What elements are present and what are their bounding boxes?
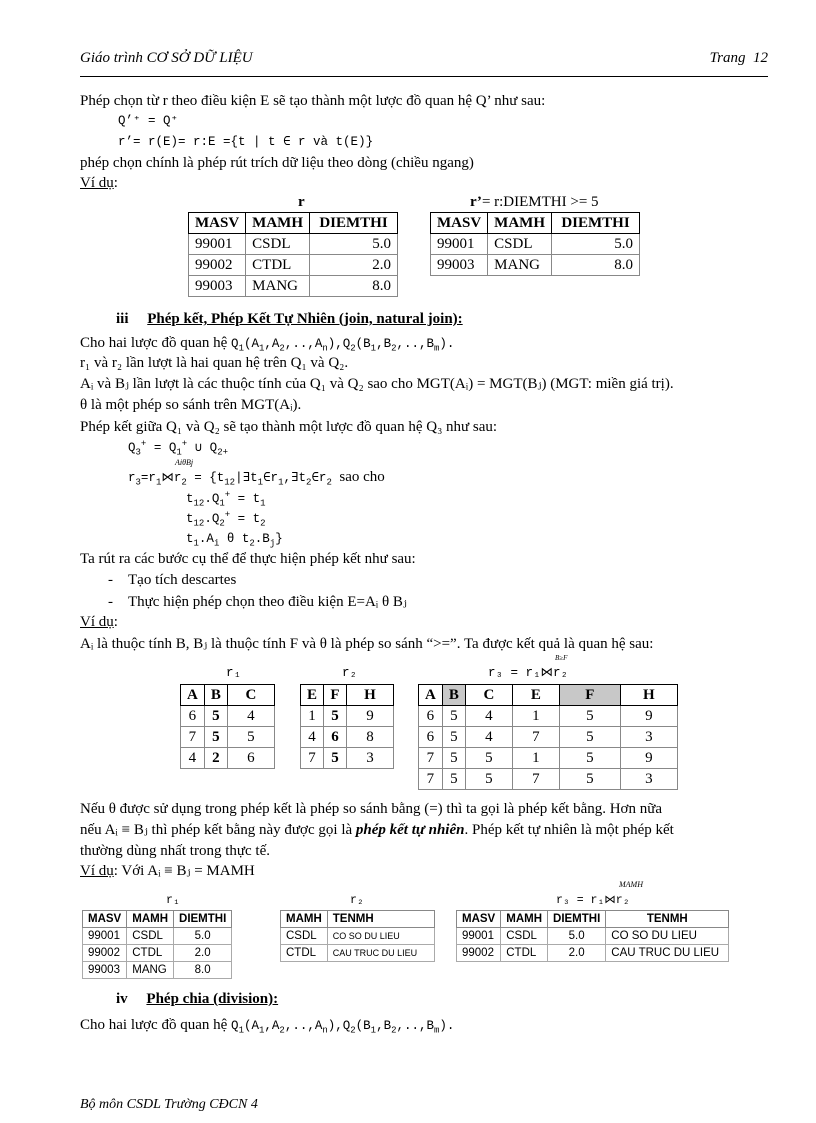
table-row: 99003 MANG 8.0	[83, 962, 232, 979]
table-r3-caption: r₃ = r₁⋈r₂	[488, 666, 569, 680]
page-header	[80, 50, 768, 72]
table-row: 7 5 5	[181, 727, 275, 748]
table-row: 6 5 4 1 5 9	[419, 706, 678, 727]
formula-r3: $r_3=r_1⋈r_2$ = {$t_{12}|\exists t_1\in r_1,\exists t_2\in r_2$ sao cho	[128, 469, 385, 488]
para-schemas: Cho hai lược đồ quan hệ $Q_1(A_1,A_2,..,A_n),Q_2(B_1,B_2,..,B_m)$.	[80, 335, 455, 354]
table-row: 4 6 8	[301, 727, 394, 748]
para-steps-intro: Ta rút ra các bước cụ thể để thực hiện phép kết như sau:	[80, 551, 416, 567]
small-r1-caption: r₁	[166, 894, 180, 907]
table-row: 99001 CSDL 5.0	[189, 234, 398, 255]
table-row: 99001 CSDL 5.0	[431, 234, 640, 255]
table-r-prime: MASV MAMH DIEMTHI 99001 CSDL 5.0 99003 MANG 8.0	[430, 212, 640, 276]
formula-t12-q1: $t_{12}.Q_1^+ = t_1$	[186, 489, 266, 509]
table-row: 99002 CTDL 2.0	[83, 945, 232, 962]
table-r2-join: E F H 1 5 9 4 6 8 7 5 3	[300, 684, 394, 769]
page-footer: Bộ môn CSDL Trường CĐCN 4	[80, 1097, 258, 1112]
table-row: 99001 CSDL 5.0	[83, 928, 232, 945]
formula-theta: $t_1.A_i$ θ $t_2.B_j$}	[186, 532, 283, 549]
para-join-intro: Phép kết giữa Q₁ và Q₂ sẽ tạo thành một lược đồ quan hệ Q₃ như sau:	[80, 419, 498, 435]
table-row: 4 2 6	[181, 748, 275, 769]
table-row: 99002 CTDL 2.0	[189, 255, 398, 276]
small-table-r3: MASV MAMH DIEMTHI TENMH 99001 CSDL 5.0 CO SO DU LIEU 99002 CTDL 2.0 CAU TRUC DU LIEU	[456, 910, 729, 962]
table-r-prime-caption: r’= r:DIEMTHI >= 5	[470, 194, 599, 210]
formula-q-plus: Q’⁺ = Q⁺	[118, 114, 179, 128]
table-r1-join: A B C 6 5 4 7 5 5 4 2 6	[180, 684, 275, 769]
small-table-r2: MAMH TENMH CSDL CO SO DU LIEU CTDL CAU TRUC DU LIEU	[280, 910, 435, 962]
small-r3-caption: r₃ = r₁⋈r₂	[556, 894, 630, 907]
para-theta: θ là một phép so sánh trên MGT(Aᵢ).	[80, 397, 302, 413]
table-row: 99001 CSDL 5.0 CO SO DU LIEU	[457, 928, 729, 945]
table-row: 99002 CTDL 2.0 CAU TRUC DU LIEU	[457, 945, 729, 962]
table-row: 6 5 4 7 5 3	[419, 727, 678, 748]
doc-title: Giáo trình CƠ SỞ DỮ LIỆU	[80, 50, 253, 66]
table-row: 7 5 5 7 5 3	[419, 769, 678, 790]
table-r1-caption: r₁	[226, 666, 242, 680]
para-example-join: Aᵢ là thuộc tính B, Bⱼ là thuộc tính F và θ là phép so sánh “>=”. Ta được kết quả là quan hệ sau:	[80, 636, 654, 652]
section-iv-heading: iv Phép chia (division):	[116, 991, 279, 1007]
para-attributes: Aᵢ và Bⱼ lần lượt là các thuộc tính của Q₁ và Q₂ sao cho MGT(Aᵢ) = MGT(Bⱼ) (MGT: miền giá trị).	[80, 376, 674, 392]
header-rule	[80, 76, 768, 77]
formula-q3: $Q_3^+ = Q_1^+$ ∪ $Q_{2+}$	[128, 438, 228, 458]
table-row: 7 5 5 1 5 9	[419, 748, 678, 769]
example-label: Ví dụ:	[80, 175, 118, 191]
para-common: thường dùng nhất trong thực tế.	[80, 843, 270, 859]
table-row: 6 5 4	[181, 706, 275, 727]
table-row: 1 5 9	[301, 706, 394, 727]
formula-selection: r’= r(E)= r:E ={t | t ∈ r và t(E)}	[118, 135, 374, 149]
join-theta-cond: B≥F	[555, 654, 568, 662]
table-row: CSDL CO SO DU LIEU	[281, 928, 435, 945]
small-r2-caption: r₂	[350, 894, 364, 907]
small-table-r1: MASV MAMH DIEMTHI 99001 CSDL 5.0 99002 CTDL 2.0 99003 MANG 8.0	[82, 910, 232, 979]
para-selection-desc: phép chọn chính là phép rút trích dữ liệu theo dòng (chiều ngang)	[80, 155, 474, 171]
section-iii-heading: iii Phép kết, Phép Kết Tự Nhiên (join, natural join):	[116, 311, 463, 327]
join-cond-label: AiθBj	[175, 458, 194, 467]
natural-join-attr: MAMH	[619, 880, 643, 889]
para-natural-join: nếu Aᵢ ≡ Bⱼ thì phép kết bằng này được gọi là phép kết tự nhiên. Phép kết tự nhiên là một phép kết	[80, 822, 674, 838]
table-r2-caption: r₂	[342, 666, 358, 680]
table-r-caption: r	[298, 194, 305, 210]
para-selection-intro: Phép chọn từ r theo điều kiện E sẽ tạo thành một lược đồ quan hệ Q’ như sau:	[80, 93, 546, 109]
page-number: Trang 12	[709, 50, 768, 66]
table-r: MASV MAMH DIEMTHI 99001 CSDL 5.0 99002 CTDL 2.0 99003 MANG 8.0	[188, 212, 398, 297]
table-row: CTDL CAU TRUC DU LIEU	[281, 945, 435, 962]
table-row: 99003 MANG 8.0	[189, 276, 398, 297]
example-label-2: Ví dụ:	[80, 614, 118, 630]
example-label-3: Ví dụ: Với Aᵢ ≡ Bⱼ = MAMH	[80, 863, 255, 879]
para-equijoin: Nếu θ được sử dụng trong phép kết là phép so sánh bằng (=) thì ta gọi là phép kết bằng. Hơn nữa	[80, 801, 663, 817]
step-2: - Thực hiện phép chọn theo điều kiện E=Aᵢ θ Bⱼ	[108, 594, 407, 610]
para-relations: r₁ và r₂ lần lượt là hai quan hệ trên Q₁ và Q₂.	[80, 355, 349, 371]
table-row: 7 5 3	[301, 748, 394, 769]
para-division: Cho hai lược đồ quan hệ $Q_1(A_1,A_2,..,A_n),Q_2(B_1,B_2,..,B_m)$.	[80, 1017, 455, 1036]
table-row: 99003 MANG 8.0	[431, 255, 640, 276]
step-1: - Tạo tích descartes	[108, 572, 237, 588]
table-r3-join: A B C E F H 6 5 4 1 5 9 6 5 4 7 5 3 7 5 5 1 5 9 7 5 5 7 5 3	[418, 684, 678, 790]
formula-t12-q2: $t_{12}.Q_2^+ = t_2$	[186, 509, 266, 529]
